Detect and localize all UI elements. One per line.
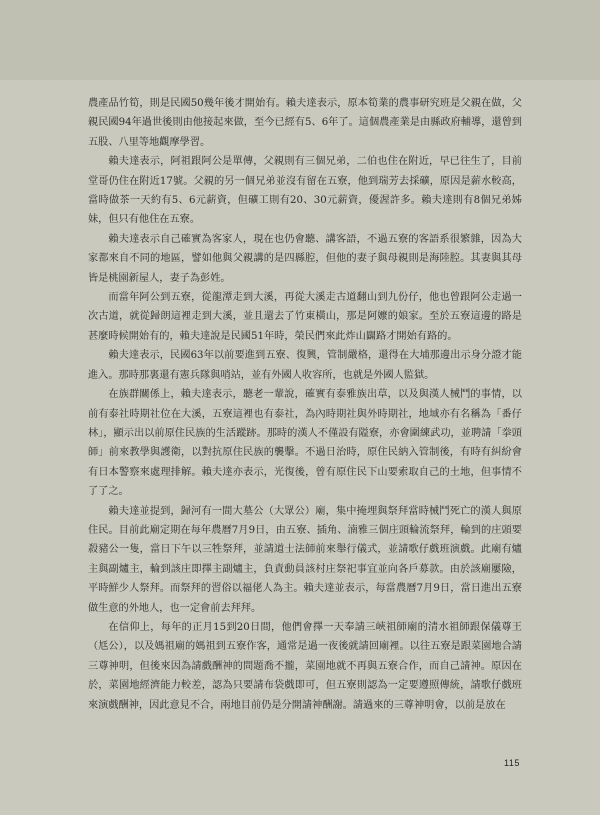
paragraph: 賴夫達表示，阿祖跟阿公是單傳，父親則有三個兄弟，二伯也住在附近，早已往生了，目前堂哥仍住在附近17號。父親的另一個兄弟並沒有留在五寮，他到瑞芳去採礦，原因是薪水較高，當時做茶一天約有5、6元薪資，但礦工則有20、30元薪資，優渥許多。賴夫達則有8個兄弟姊妹，但只有他住在五寮。: [88, 156, 522, 226]
paragraph: 賴夫達表示自己確實為客家人，現在也仍會聽、講客語，不過五寮的客語系很繁雜，因為大家都來自不同的地區，譬如他與父親講的是四縣腔，但他的妻子與母親則是海陸腔。其妻與其母皆是桃園新屋人，妻子為彭姓。: [88, 233, 522, 284]
header-band: [0, 0, 600, 80]
paragraph: 在族群關係上，賴夫達表示，聽老一輩說，確實有泰雅族出草，以及與漢人械鬥的事情，以前有泰社時期社位在大溪，五寮這裡也有泰社，為內時期社與外時期社，地域亦有名稱為「番仔林」，顯示出以前原住民族的生活蹤跡。那時的漢人不僅設有隘寮，亦會圍練武功，並聘請「拳頭師」前來教學與護衛，以對抗原住民族的襲擊。不過日治時，原住民納入管制後，有時有糾紛會有日本警察來處理排解。賴夫達亦表示，光復後，曾有原住民下山要索取自己的土地，但事情不了了之。: [88, 389, 522, 498]
paragraph: 在信仰上，每年的正月15到20日間，他們會擇一天奉請三峽祖師廟的清水祖師跟保儀尊王（尪公），以及媽祖廟的媽祖到五寮作客，通常是過一夜後就請回廟裡。以往五寮是跟菜園地合請三尊神明，但後來因為請戲酬神的問題喬不攏，菜園地就不再與五寮合作，而自己請神。原因在於，菜園地經濟能力較差，認為只要請布袋戲即可，但五寮則認為一定要遵照傳統，請歌仔戲班來演戲酬神，因此意見不合，兩地目前仍是分開請神酬謝。請過來的三尊神明會，以前是放在: [88, 621, 522, 711]
paragraph: 賴夫達並提到，歸河有一間大墓公（大眾公）廟，集中掩埋與祭拜當時械鬥死亡的漢人與原住民。目前此廟定期在每年農曆7月9日，由五寮、插角、湳雅三個庄頭輪流祭拜，輪到的庄頭要殺豬公一隻，當日下午以三牲祭拜，並請道士法師前來舉行儀式，並請歌仔戲班演戲。此廟有爐主與副爐主，輪到該庄即擇主副爐主，負責動員該村庄祭祀事宜並向各戶募款。由於該廟屢險，平時鮮少人祭拜。而祭拜的習俗以福佬人為主。賴夫達並表示，每當農曆7月9日，當日進出五寮做生意的外地人，也一定會前去拜拜。: [88, 505, 522, 614]
page-number: 115: [504, 758, 520, 768]
article-body: [88, 94, 522, 715]
paragraph: 而當年阿公到五寮，從龍潭走到大溪，再從大溪走古道翻山到九份仔，他也曾跟阿公走過一次古道，就從歸朗這裡走到大溪，並且還去了竹東橫山，那是阿嬤的娘家。至於五寮這邊的路是甚麼時候開始有的，賴夫達說是民國51年時，榮民們來此炸山闢路才開始有路的。: [88, 292, 522, 342]
paragraph: 賴夫達表示，民國63年以前要進到五寮、復興，管制嚴格，還得在大埔那邊出示身分證才能進入。那時那裏還有憲兵隊與哨站，並有外國人收容所，也就是外國人監獄。: [88, 350, 522, 381]
paragraph: 農產品竹筍，則是民國50幾年後才開始有。賴夫達表示，原本筍業的農事研究班是父親在做，父親民國94年過世後則由他接起來做，至今已經有5、6年了。這個農產業是由縣政府輔導，還曾到五股、八里等地觀摩學習。: [88, 98, 522, 148]
